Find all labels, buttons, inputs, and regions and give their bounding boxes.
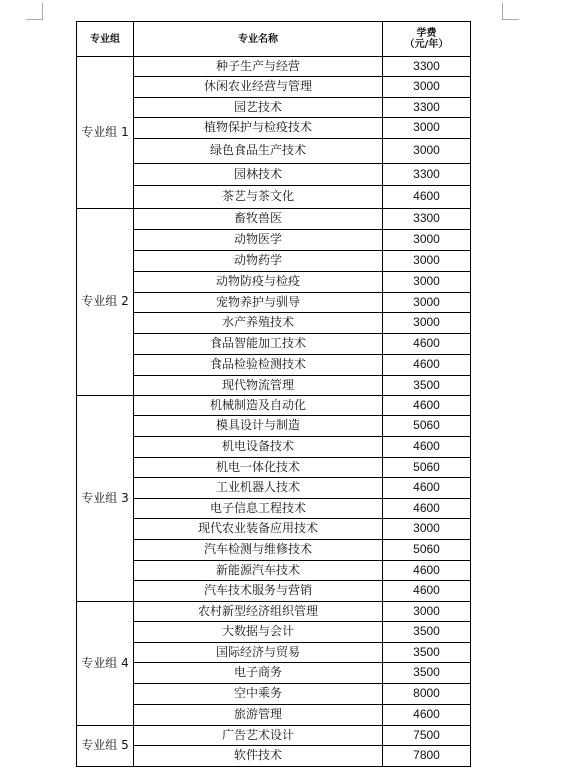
fee-cell: 4600 <box>383 355 471 376</box>
fee-cell: 3000 <box>383 139 471 164</box>
table-row <box>77 416 471 437</box>
major-cell: 动物医学 <box>134 230 383 251</box>
major-cell: 汽车检测与维修技术 <box>134 540 383 561</box>
header-major: 专业名称 <box>134 22 383 57</box>
major-cell: 工业机器人技术 <box>134 478 383 499</box>
major-cell: 大数据与会计 <box>134 622 383 643</box>
major-cell: 现代农业装备应用技术 <box>134 519 383 540</box>
fee-cell: 4600 <box>383 581 471 602</box>
table-row <box>77 746 471 767</box>
fee-cell: 3500 <box>383 663 471 684</box>
table-row <box>77 437 471 458</box>
fee-cell: 3500 <box>383 376 471 396</box>
major-cell: 食品智能加工技术 <box>134 334 383 355</box>
major-cell: 动物防疫与检疫 <box>134 272 383 293</box>
major-cell: 种子生产与经营 <box>134 57 383 77</box>
crop-mark-top-right <box>502 3 519 20</box>
fee-cell: 5060 <box>383 416 471 437</box>
fee-cell: 3300 <box>383 57 471 77</box>
table-row <box>77 209 471 230</box>
table-row <box>77 622 471 643</box>
table-row <box>77 726 471 746</box>
header-fee-line2: （元/年） <box>404 39 449 50</box>
table-row <box>77 57 471 77</box>
major-cell: 园林技术 <box>134 164 383 186</box>
fee-cell: 3000 <box>383 272 471 293</box>
fee-cell: 3500 <box>383 643 471 663</box>
major-cell: 食品检验检测技术 <box>134 355 383 376</box>
table-row <box>77 186 471 209</box>
major-cell: 茶艺与茶文化 <box>134 186 383 209</box>
fee-cell: 4600 <box>383 396 471 416</box>
major-cell: 广告艺术设计 <box>134 726 383 746</box>
fee-cell: 4600 <box>383 478 471 499</box>
major-cell: 电子信息工程技术 <box>134 499 383 519</box>
group-cell: 专业组 4 <box>77 602 134 726</box>
major-cell: 机电设备技术 <box>134 437 383 458</box>
fee-cell: 3000 <box>383 519 471 540</box>
major-cell: 园艺技术 <box>134 98 383 118</box>
major-cell: 汽车技术服务与营销 <box>134 581 383 602</box>
table-row <box>77 230 471 251</box>
fee-cell: 3300 <box>383 98 471 118</box>
fee-cell: 8000 <box>383 684 471 705</box>
table-row <box>77 251 471 272</box>
major-cell: 畜牧兽医 <box>134 209 383 230</box>
table-row <box>77 478 471 499</box>
fee-cell: 3500 <box>383 622 471 643</box>
table-row <box>77 581 471 602</box>
fee-cell: 4600 <box>383 561 471 581</box>
major-cell: 宠物养护与驯导 <box>134 293 383 313</box>
major-cell: 新能源汽车技术 <box>134 561 383 581</box>
major-cell: 现代物流管理 <box>134 376 383 396</box>
header-fee <box>383 22 471 57</box>
table-row <box>77 355 471 376</box>
fee-cell: 3000 <box>383 251 471 272</box>
table-row <box>77 272 471 293</box>
table-row <box>77 118 471 139</box>
tuition-table <box>76 21 471 767</box>
major-cell: 国际经济与贸易 <box>134 643 383 663</box>
table-row <box>77 98 471 118</box>
table-row <box>77 602 471 622</box>
header-row <box>77 22 471 57</box>
fee-cell: 7500 <box>383 726 471 746</box>
major-cell: 绿色食品生产技术 <box>134 139 383 164</box>
fee-cell: 3000 <box>383 230 471 251</box>
fee-cell: 4600 <box>383 705 471 726</box>
fee-cell: 5060 <box>383 458 471 478</box>
fee-cell: 7800 <box>383 746 471 767</box>
major-cell: 模具设计与制造 <box>134 416 383 437</box>
table-row <box>77 458 471 478</box>
fee-cell: 4600 <box>383 499 471 519</box>
fee-cell: 4600 <box>383 186 471 209</box>
group-cell: 专业组 5 <box>77 726 134 767</box>
fee-cell: 3300 <box>383 209 471 230</box>
major-cell: 休闲农业经营与管理 <box>134 77 383 98</box>
major-cell: 机电一体化技术 <box>134 458 383 478</box>
header-fee-line1: 学费 <box>416 28 437 39</box>
table-row <box>77 643 471 663</box>
table-row <box>77 293 471 313</box>
major-cell: 农村新型经济组织管理 <box>134 602 383 622</box>
fee-cell: 3300 <box>383 164 471 186</box>
major-cell: 植物保护与检疫技术 <box>134 118 383 139</box>
major-cell: 水产养殖技术 <box>134 313 383 334</box>
table-body <box>77 57 471 767</box>
fee-cell: 3000 <box>383 313 471 334</box>
major-cell: 软件技术 <box>134 746 383 767</box>
fee-cell: 4600 <box>383 334 471 355</box>
table-row <box>77 139 471 164</box>
table-row <box>77 334 471 355</box>
major-cell: 机械制造及自动化 <box>134 396 383 416</box>
fee-cell: 5060 <box>383 540 471 561</box>
crop-mark-top-left <box>26 3 43 20</box>
header-group: 专业组 <box>77 22 134 57</box>
table-row <box>77 313 471 334</box>
table-row <box>77 376 471 396</box>
group-cell: 专业组 2 <box>77 209 134 396</box>
fee-cell: 3000 <box>383 77 471 98</box>
table-row <box>77 396 471 416</box>
fee-cell: 3000 <box>383 602 471 622</box>
table-row <box>77 499 471 519</box>
table-row <box>77 663 471 684</box>
table-row <box>77 561 471 581</box>
major-cell: 旅游管理 <box>134 705 383 726</box>
fee-cell: 4600 <box>383 437 471 458</box>
group-cell: 专业组 1 <box>77 57 134 209</box>
table-row <box>77 540 471 561</box>
group-cell: 专业组 3 <box>77 396 134 602</box>
fee-cell: 3000 <box>383 293 471 313</box>
table-row <box>77 705 471 726</box>
fee-cell: 3000 <box>383 118 471 139</box>
major-cell: 电子商务 <box>134 663 383 684</box>
table-row <box>77 684 471 705</box>
table-row <box>77 164 471 186</box>
major-cell: 动物药学 <box>134 251 383 272</box>
table-row <box>77 77 471 98</box>
table-row <box>77 519 471 540</box>
major-cell: 空中乘务 <box>134 684 383 705</box>
